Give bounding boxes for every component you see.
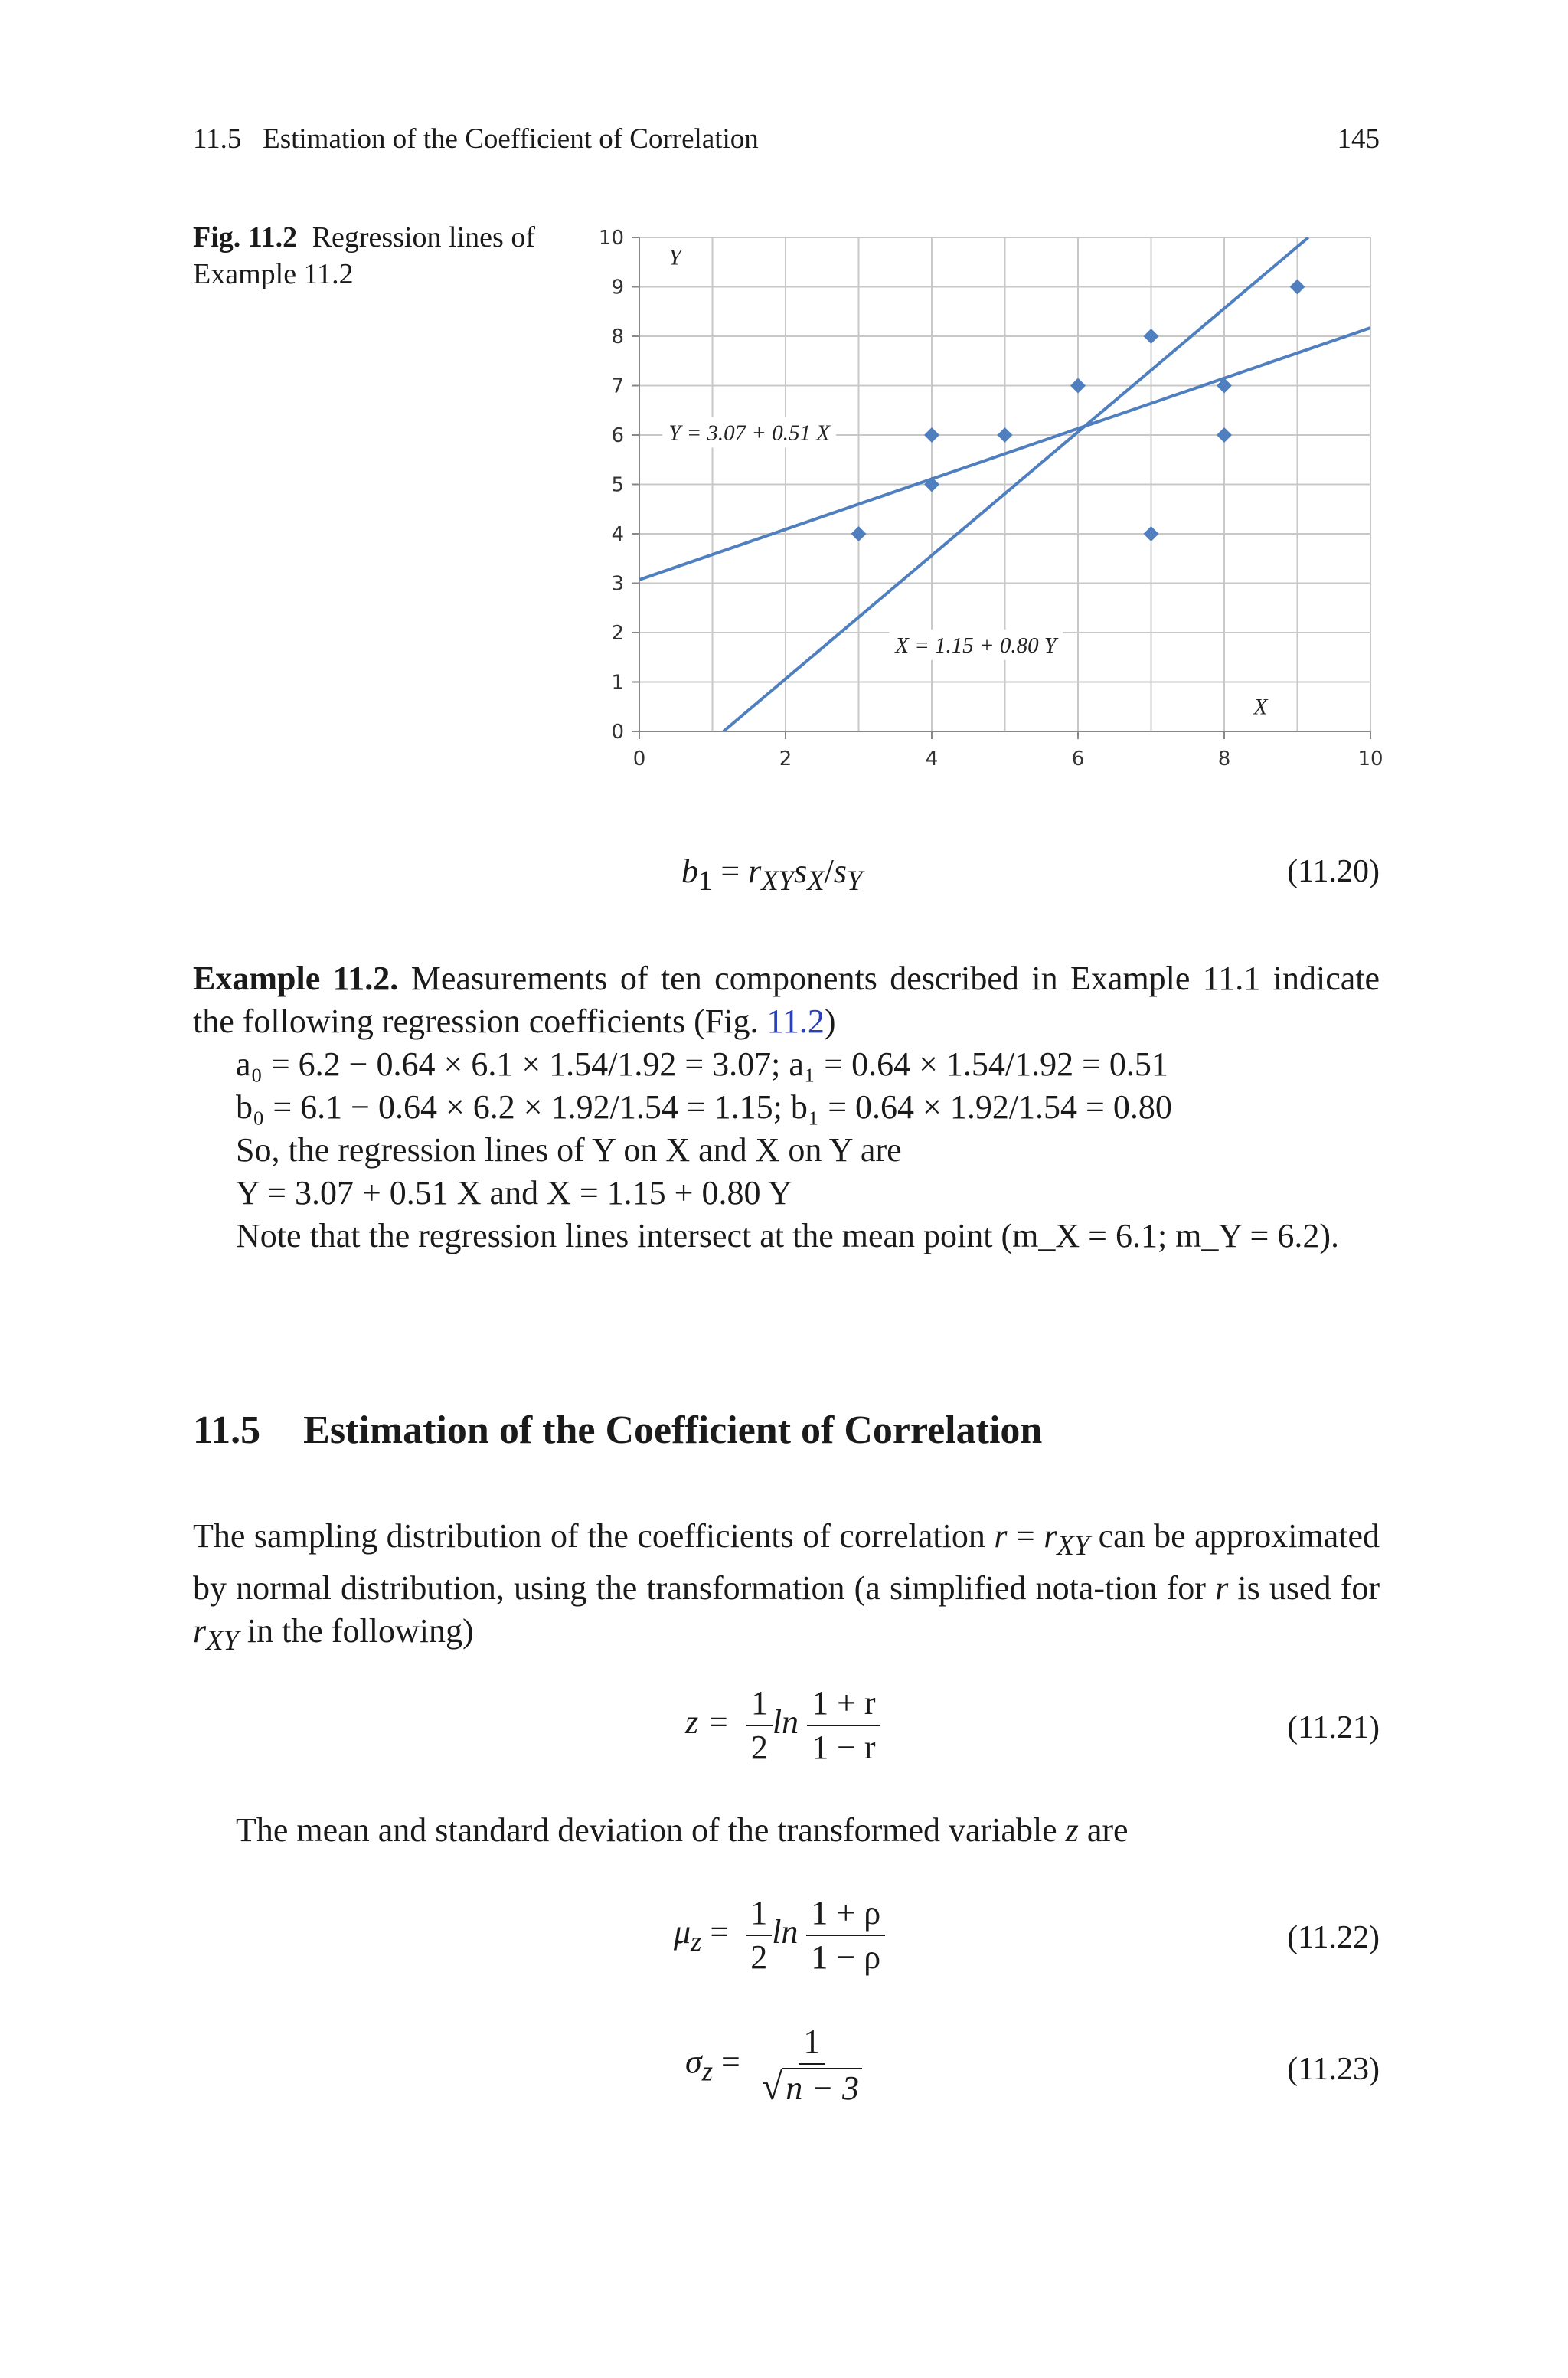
eq-1120-s1-sub: X (807, 864, 825, 896)
eq-number-11-23: (11.23) (1287, 2052, 1380, 2087)
data-point (851, 526, 867, 541)
y-tick-label: 9 (611, 276, 624, 299)
eq-1120-lhs-sub: 1 (698, 864, 713, 896)
equation-11-21 (685, 1682, 880, 1769)
para2-var: z (1065, 1811, 1079, 1849)
regression-chart (590, 214, 1401, 781)
body-paragraph-2: The mean and standard deviation of the transformed variable z are (236, 1811, 1129, 1849)
example-line-eq: Y = 3.07 + 0.51 X and X = 1.15 + 0.80 Y (236, 1174, 792, 1212)
y-tick-label: 2 (611, 622, 624, 645)
figure-caption-text: Regression lines of Example 11.2 (193, 221, 535, 290)
data-point (924, 427, 939, 443)
running-head (193, 123, 1380, 155)
x-tick-label: 0 (632, 747, 646, 770)
eq-1123-sqrt: √n − 3 (757, 2065, 867, 2110)
eq-1122-lhs: μ (674, 1913, 691, 1951)
data-point (1290, 280, 1305, 295)
equation-11-23: $\sigma_z$ = $\frac{1}{√n - 3}$ (685, 2020, 867, 2110)
para1-part1: The sampling distribution of the coefficients of correlation (193, 1517, 995, 1555)
page-number: 145 (1337, 123, 1380, 155)
example-paragraph (193, 957, 1380, 1043)
eq-1120-rel: = (712, 852, 749, 890)
eq-1122-ln: ln (772, 1913, 799, 1951)
equation-11-20 (681, 852, 862, 897)
eq-1123-fraction: $\frac{1}{√n - 3}$ (757, 2020, 867, 2110)
eq-1120-r: r (748, 852, 762, 890)
figure-label: Fig. 11.2 (193, 221, 298, 254)
figure-reference-link[interactable]: 11.2 (766, 1003, 825, 1040)
y-tick-label: 4 (611, 523, 624, 546)
eq-number-11-20: (11.20) (1287, 854, 1380, 889)
eq-1120-lhs: b (681, 852, 698, 890)
body-paragraph-1: The sampling distribution of the coefficients of correlation $r = r_{XY}$ can be approximated by normal distribution, using the transformation (a simplified nota-tion for r is used for $r_{XY}$ in the following) (193, 1517, 1380, 1656)
y-tick-label: 0 (611, 721, 624, 744)
x-tick-label: 4 (925, 747, 939, 770)
x-tick-label: 10 (1357, 747, 1383, 770)
x-axis-label: X (1253, 694, 1268, 720)
eq-number-11-22: (11.22) (1287, 1920, 1380, 1955)
data-point (924, 477, 939, 492)
x-tick-label: 8 (1217, 747, 1231, 770)
eq-1122-half: $\frac{1}{2}$ (746, 1892, 772, 1979)
eq-1123-lhs: σ (685, 2043, 702, 2081)
data-point (1144, 329, 1159, 344)
eq-1120-r-sub: XY (761, 864, 795, 896)
y-tick-label: 8 (611, 325, 624, 348)
y-tick-label: 1 (611, 671, 624, 695)
y-tick-label: 7 (611, 375, 624, 398)
x-tick-label: 2 (779, 747, 792, 770)
data-point (998, 427, 1013, 443)
section-number: 11.5 (193, 1408, 261, 1452)
eq-1121-ln: ln (772, 1703, 799, 1742)
eq-1120-slash: / (824, 852, 834, 890)
y-tick-label: 3 (611, 572, 624, 596)
data-point (1144, 526, 1159, 541)
y-tick-label: 10 (598, 227, 624, 250)
line-label-x-on-y: X = 1.15 + 0.80 Y (895, 633, 1057, 658)
y-tick-label: 5 (611, 473, 624, 497)
eq-1120-s2: s (833, 852, 847, 890)
data-point (1070, 378, 1086, 394)
eq-1120-s1: s (794, 852, 808, 890)
eq-1122-ratio: $\frac{1 + \rho}{1 - \rho}$ (806, 1892, 885, 1979)
eq-1121-ratio: $\frac{1 + r}{1 - r}$ (807, 1682, 880, 1769)
x-tick-label: 6 (1071, 747, 1085, 770)
y-axis-label: Y (668, 244, 681, 270)
para1-part4: in the following) (238, 1611, 474, 1650)
eq-1121-lhs: z = (685, 1703, 738, 1742)
eq-1120-s2-sub: Y (846, 864, 863, 896)
example-line-note: Note that the regression lines intersect at the mean point (m_X = 6.1; m_Y = 6.2). (236, 1217, 1339, 1254)
section-heading (193, 1408, 1042, 1453)
example-intro: Measurements of ten components described in Example 11.1 indicate the following regression coefficients (Fig. (193, 960, 1380, 1040)
para1-part2: can be approximated by normal distribution, using the transformation (a simplified nota-tion for (193, 1517, 1380, 1607)
equation-11-22: $\mu_z$ = $\frac{1}{2}$ ln $\frac{1 + \rho}{1 - \rho}$ (674, 1892, 885, 1979)
para1-part3: is used for (1228, 1568, 1380, 1607)
running-head-section: 11.5 Estimation of the Coefficient of Correlation (193, 123, 759, 155)
data-point (1217, 427, 1232, 443)
example-line-b: b₀ = 6.1 − 0.64 × 6.2 × 1.92/1.54 = 1.15; b₁ = 0.64 × 1.92/1.54 = 0.80 (236, 1088, 1172, 1126)
y-tick-label: 6 (611, 424, 624, 447)
example-line-so: So, the regression lines of Y on X and X on Y are (236, 1131, 902, 1169)
example-title: Example 11.2. (193, 960, 399, 997)
example-intro-end: ) (824, 1003, 836, 1040)
eq-1121-half: $\frac{1}{2}$ (746, 1682, 773, 1769)
line-label-y-on-x: Y = 3.07 + 0.51 X (668, 420, 830, 446)
example-line-a: a₀ = 6.2 − 0.64 × 6.1 × 1.54/1.92 = 3.07; a₁ = 0.64 × 1.54/1.92 = 0.51 (236, 1045, 1168, 1083)
eq-number-11-21: (11.21) (1287, 1710, 1380, 1745)
section-title: Estimation of the Coefficient of Correlation (303, 1408, 1043, 1452)
figure-caption (193, 219, 553, 293)
